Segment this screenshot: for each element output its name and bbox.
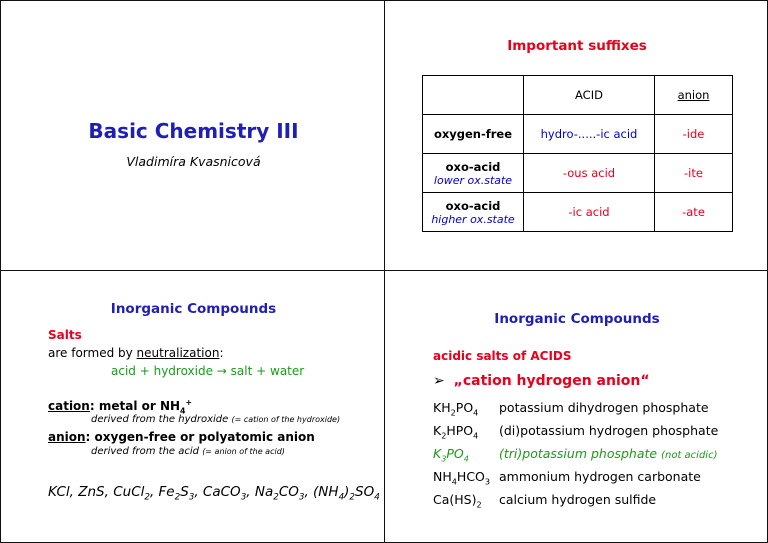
formed-prefix: are formed by	[48, 346, 137, 360]
row-label: oxo-acid	[445, 198, 501, 213]
formula-kh2po4: $KH_2PO_4$	[433, 400, 479, 418]
slide-salts	[0, 270, 385, 543]
anion-text: : oxygen-free or polyatomic anion	[85, 430, 315, 444]
slide-heading: Important suffixes	[507, 38, 647, 54]
slide-heading: Inorganic Compounds	[494, 311, 660, 327]
neutralization-term: neutralization	[136, 346, 220, 360]
slide-acidic-salts	[384, 270, 768, 543]
compound-name: (di)potassium hydrogen phosphate	[499, 423, 719, 438]
slide-heading: Inorganic Compounds	[110, 301, 277, 317]
slide-suffixes	[384, 0, 768, 271]
bullet-hydrogen: hydrogen	[516, 373, 592, 389]
presentation-title: Basic Chemistry III	[88, 119, 299, 143]
compound-name: (tri)potassium phosphate	[499, 446, 658, 461]
formula-k2hpo4: $K_2HPO_4$	[433, 423, 479, 441]
bullet-line	[433, 373, 650, 389]
salts-heading: Salts	[48, 328, 82, 342]
author-name: Vladimíra Kvasnicová	[126, 154, 261, 169]
compound-name: potassium dihydrogen phosphate	[499, 400, 709, 415]
acid-suffix: hydro-.....-ic acid	[524, 115, 655, 154]
compound-name: ammonium hydrogen carbonate	[499, 469, 701, 484]
cation-label: cation	[48, 399, 90, 413]
bullet-close: anion“	[591, 373, 650, 389]
acid-suffix: -ous acid	[524, 154, 655, 193]
table-header-acid: ACID	[524, 76, 655, 115]
formula-ca-hs-2: $Ca(HS)_2$	[433, 492, 482, 510]
row-label-cell	[423, 154, 524, 193]
formula-nh4hco3: $NH_4HCO_3$	[433, 469, 491, 487]
anion-derived-line	[91, 446, 285, 457]
acid-suffix: -ic acid	[524, 193, 655, 232]
anion-suffix: -ite	[655, 154, 733, 193]
row-label-cell	[423, 193, 524, 232]
table-row	[423, 115, 733, 154]
cation-derived: derived from the hydroxide	[91, 414, 229, 425]
suffix-table	[422, 75, 733, 232]
table-header-empty	[423, 76, 524, 115]
formed-suffix: :	[219, 346, 224, 360]
compound-name-line	[499, 446, 717, 461]
anion-note: (= anion of the acid)	[202, 447, 285, 456]
formula-k3po4: $K_3PO_4$	[433, 446, 469, 464]
salt-formulas: KCl, ZnS, CuCl$_2$, $Fe_2S_3$, CaCO$_3$, $Na_2CO_3$, $(NH_4)_2SO_4$	[48, 484, 380, 503]
anion-suffix: -ate	[655, 193, 733, 232]
cation-derived-line	[91, 414, 340, 425]
table-row	[423, 154, 733, 193]
anion-derived: derived from the acid	[91, 446, 199, 457]
table-header-row	[423, 76, 733, 115]
not-acidic-note: (not acidic)	[661, 450, 718, 461]
table-header-anion: anion	[655, 76, 733, 115]
acidic-salts-subtitle: acidic salts of ACIDS	[433, 349, 572, 363]
row-sublabel: higher ox.state	[431, 212, 515, 226]
anion-suffix: -ide	[655, 115, 733, 154]
cation-line: cation: metal or $NH_4^+$	[48, 398, 193, 416]
anion-label: anion	[48, 430, 86, 444]
neutralization-equation: acid + hydroxide → salt + water	[111, 364, 305, 378]
bullet-open: „cation	[453, 373, 517, 389]
table-row	[423, 193, 733, 232]
formed-by-line	[48, 346, 224, 360]
cation-note: (= cation of the hydroxide)	[231, 415, 341, 424]
row-label: oxo-acid	[445, 159, 501, 174]
compound-name: calcium hydrogen sulfide	[499, 492, 657, 507]
row-label: oxygen-free	[423, 115, 524, 154]
cation-text: : metal or NH	[89, 399, 181, 413]
slide-title	[0, 0, 385, 271]
arrow-bullet-icon: ➢	[433, 373, 445, 389]
row-sublabel: lower ox.state	[433, 173, 513, 187]
anion-line	[48, 430, 315, 444]
